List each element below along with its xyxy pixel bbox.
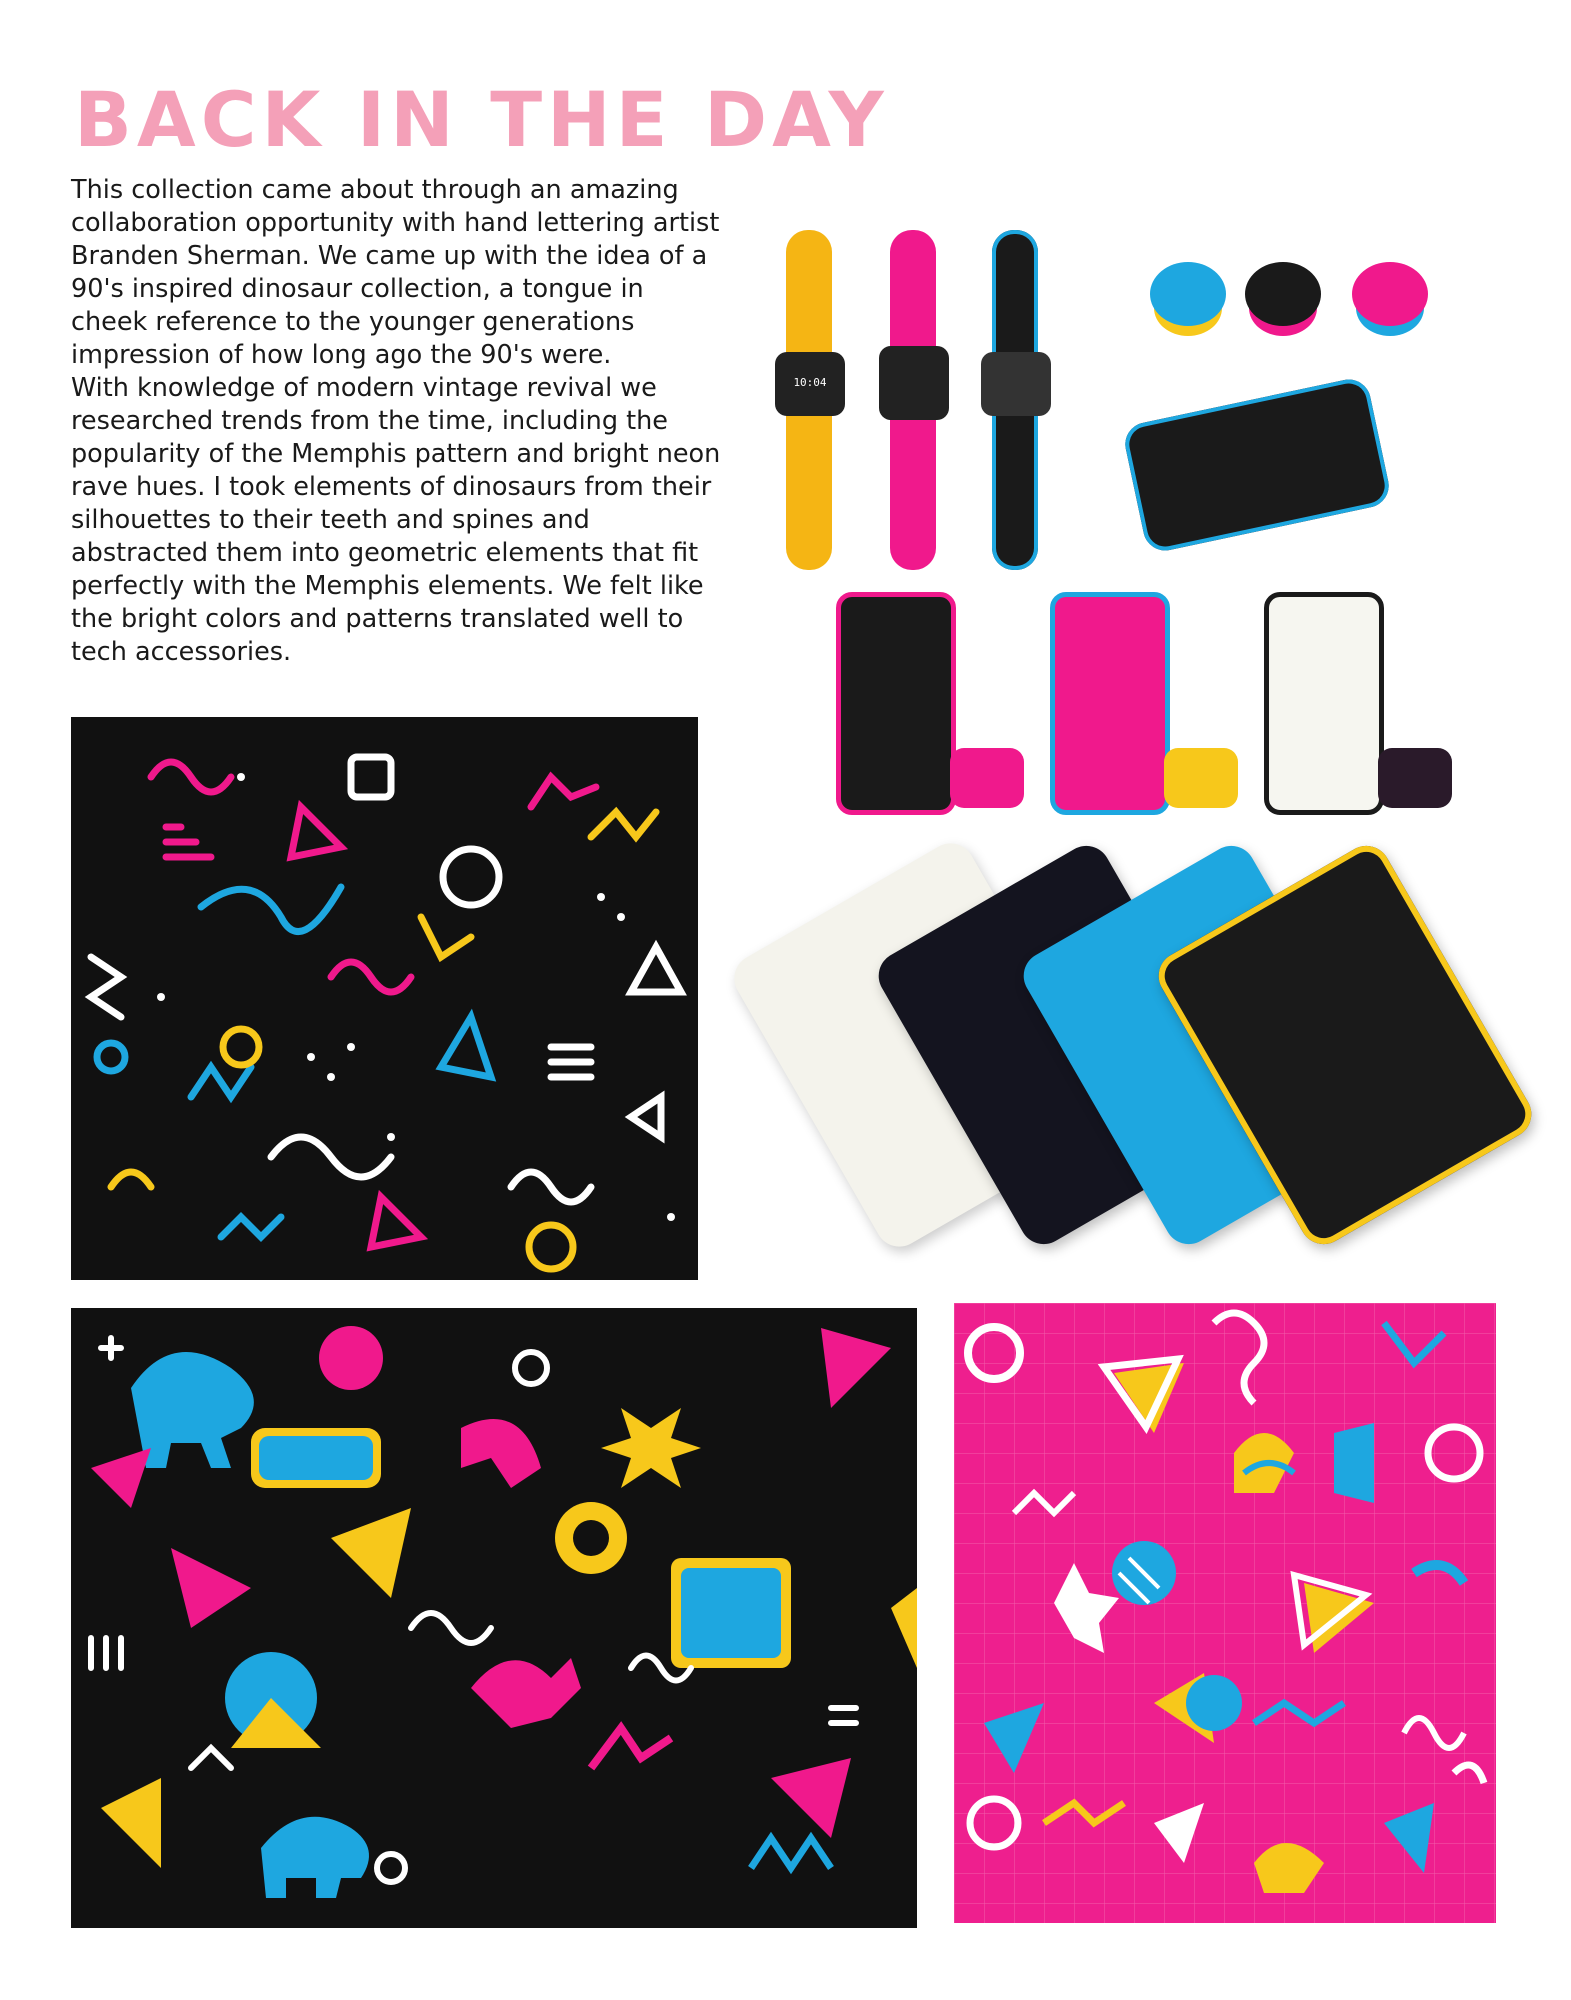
memphis-doodle-pattern — [71, 717, 698, 1280]
watch-face-pink — [879, 346, 949, 420]
phone-case-pink-pattern — [1050, 592, 1170, 815]
page-title: BACK IN THE DAY — [74, 75, 889, 164]
earbud-case-yellow — [1164, 748, 1238, 808]
pink-pattern-art — [954, 1303, 1496, 1923]
phone-case-white-pattern — [1264, 592, 1384, 815]
phone-case-black-pattern — [836, 592, 956, 815]
doodle-pattern-art — [71, 717, 698, 1280]
phone-case-tilted — [1121, 375, 1393, 554]
popsocket-blue — [1150, 262, 1226, 326]
earbud-case-black — [950, 748, 1024, 808]
watch-face-black — [981, 352, 1051, 416]
popsocket-black — [1245, 262, 1321, 326]
pink-grid-memphis-pattern — [954, 1303, 1496, 1923]
description-text — [71, 174, 721, 669]
watch-time-display: 10:04 — [793, 376, 827, 389]
paragraph-2: With knowledge of modern vintage revival we researched trends from the time, including the popularity of the Memphis pattern and bright neon rave hues. I took elements of dinosaurs from their silhouettes to their teeth and spines and abstracted them into geometric elements that fit perfectly with the Memphis elements. We felt like the bright colors and patterns translated well to tech accessories. — [71, 373, 721, 667]
dinosaur-lettering-pattern — [71, 1308, 917, 1928]
earbud-case-dark — [1378, 748, 1452, 808]
watch-face-yellow — [775, 352, 845, 416]
paragraph-1: This collection came about through an amazing collaboration opportunity with hand lettering artist Branden Sherman. We came up with the idea of a 90's inspired dinosaur collection, a tongue in cheek reference to the younger generations impression of how long ago the 90's were. — [71, 175, 720, 370]
dinosaur-pattern-art — [71, 1308, 917, 1928]
popsocket-pink — [1352, 262, 1428, 326]
